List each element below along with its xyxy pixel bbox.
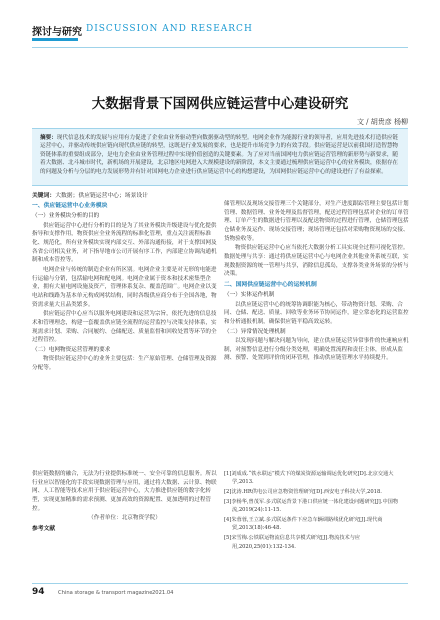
reference-item: [4]朱蓉蓉,王立斌.多式联运条件下应急车辆调路线优化研究[J].现代商贸,2013(18):46-48.: [224, 517, 383, 532]
section-label-en: DISCUSSION AND RESEARCH: [86, 24, 253, 34]
subsection-heading: （二）电网物资运营管理的要求: [32, 346, 111, 353]
subsection-heading: （二）异常情况处理机制: [224, 328, 286, 335]
body-column-1: [32, 200, 217, 462]
abstract-text: 现代信息技术的发展与应用有力促进了企业由业务驱动型向数据驱动型的转型。电网企业作为能源行业的领导者，应用先进技术打造供应链运营中心，并驱动传统供应链向现代供应链的转型，这既是行业发展的要求，也是提升市场竞争力的有效手段。供应链运营是以前我国打造智慧物资链体系的重要组成部分，是电力企业由业务管理过程中实现价值创造的关键要素。为了应对当前国网电力供应链运营管理的新形势与新要求，随着大数据、北斗城市时代，新机场的开展建设，北京地区电网进入大规模建设的新阶段，本文主要通过梳理供应链运营中心的业务模块，依据存在的问题及分析与分层的电力发展形势并有针对国网电力企业进行供应链运营中心的构想建设，为国网供应链运营中心的建设进行了有益探索。: [40, 135, 399, 175]
author-affiliation: （作者单位：北京物资学院）: [88, 515, 161, 522]
paragraph: 以供应链运营中心的统筹协调职能为核心，带动物资计划、采购、合同、仓储、配送、质量、回收等业务环节协同运作，建立常态化的运营监控和分析通报机制，确保供应链平稳高效运转。: [224, 301, 409, 325]
page-footer: [0, 583, 440, 603]
references-heading: 参考文献: [32, 525, 56, 532]
article-authors: 文 / 胡贵彦 杨柳: [356, 118, 408, 126]
paragraph: 供应链运营中心应当以服务电网建设和运营为宗旨，依托先进的信息技术和管理理念，构建一套覆盖供应链全流程的运营监控与决策支持体系，实现需求计划、采购、合同履约、仓储配送、质量监督和回收处置等环节的全过程管控。: [32, 311, 217, 344]
header-rule: [32, 47, 408, 48]
paragraph: 物资供应链运营中心应当依托大数据分析工具实现全过程可视化管控。数据处理与共享：通过将供应链运营中心与电网企业其他业务系统互联，实现数据资源的统一管理与共享，消除信息孤岛，支撑各类业务场景的分析与决策。: [224, 245, 409, 278]
paragraph: 供应链运营中心进行分析的目的是为了其业务模块升级建设与优化提供指导和支撑作用，物资供应全业务流程的标准化管理，重点关注流程标准化、规范化，所有业务模块实现内部交互、外部沟通衔接，对于支撑国网及各省公司相关业务，对下指导地市公司开展有序工作，内部建立协调沟通机制和成本管控等。: [32, 222, 217, 264]
subsection-heading: （一）实体运作机制: [224, 291, 275, 298]
paragraph: 物资供应链运营中心的业务主要包括：生产原始管理、仓储管理及资源分配等。: [32, 356, 217, 372]
references-list: [224, 470, 410, 562]
journal-issue: 2021.04: [152, 590, 174, 596]
article-title: 大数据背景下国网供应链运营中心建设研究: [91, 96, 349, 112]
body-column-3: [32, 470, 217, 562]
keywords-label: 关键词：: [32, 193, 56, 199]
page-number: 94: [32, 587, 45, 597]
reference-item: [1]刘成成.“铁水联运”模式下的煤炭资源运输调运优化研究[D].北京交通大学,2013.: [224, 471, 394, 486]
header-accent-bar: [32, 38, 78, 41]
reference-item: [5]宋雪梅.公铁联运物流信息共享模式研究[J].物流技术与应用,2020,25(01):132-134.: [224, 535, 361, 550]
section-label: 探讨与研究: [32, 27, 82, 38]
reference-item: [3]李杨华,曾茂军.多式联运背景下港口供应链一体化建设问题研究[J].中国物流,2019(24):11-15.: [224, 499, 399, 514]
abstract-box: [32, 128, 408, 186]
section-heading: 二、国网供应链运营中心的运转机制: [224, 281, 317, 288]
paragraph: 储管理以及现场交接管理三个关键部分，对生产进度跟踪管理主要包括计划管理、数据管理、业务处理及监督管理，配送过程管理包括对企业的订单管理、订单产生的数据进行管理以及配送物资的过程进行管理，仓储管理包括仓储业务及运作、现场交接管理；现场管理还包括对采购物资现场的交接、货物验收等。: [224, 201, 409, 242]
page-header: [0, 0, 440, 56]
abstract-label: 摘要：: [40, 135, 57, 141]
subsection-heading: （一）业务模块分析的目的: [32, 212, 100, 219]
paragraph: 电网企业与传统的制造企业有所区别。电网企业主要是对无形的电能进行运输与分销，包括输电网和配电网。电网企业属于资本和技术密集型企业，拥有大量电网设施及资产，管理体系复杂、覆盖范围广。电网企业以变电站和线路为基本单元构成网状结构，同时各级供应商分布于全国各地，物资需求量大且品类繁多。: [32, 266, 217, 308]
footer-rule: [32, 583, 408, 584]
keywords-text: 大数据；供应链运营中心；场景设计: [55, 193, 148, 199]
keywords: [32, 190, 408, 199]
section-heading: 一、供应链运营中心业务模块: [32, 203, 108, 209]
paragraph: 供应链数据的融合，无法为行业提供标准统一、安全可靠的信息服务。所以行业应以智能化的手段实现数据管理与应用，通过将大数据、云计算、物联网、人工智能等技术应用于供应链运营中心，大力推进供应链的数字化转型，实现更加精准的需求预测、更加高效的资源配置、更加透明的过程管控。: [32, 471, 217, 512]
body-column-2: [224, 200, 410, 462]
journal-name: China storage & transport magazine: [58, 590, 153, 596]
paragraph: 以发现问题与解决问题为导向，建立供应链运营异常事件的快速响应机制，对预警信息进行分级分类处理，明确处置流程和责任主体，形成从监测、预警、处置到评价的闭环管理，推动供应链管理水平持续提升。: [224, 338, 409, 362]
reference-item: [2]沈涛.HR供电公司应急物资管理研究[D].西安电子科技大学,2018.: [224, 489, 382, 496]
